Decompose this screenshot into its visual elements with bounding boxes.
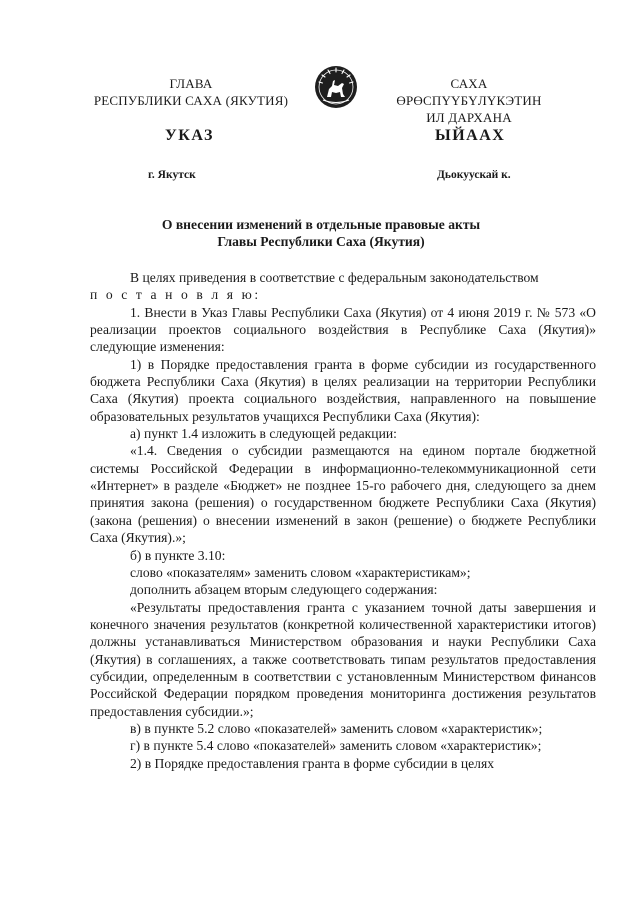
issuer-left-line1: ГЛАВА: [169, 76, 213, 91]
decree-word: п о с т а н о в л я ю:: [90, 287, 261, 303]
document-subject: [90, 216, 552, 250]
paragraph-quote-results: «Результаты предоставления гранта с указанием точной даты завершения и конечного значения результатов (конкретной количественной характеристики итогов) должны устанавливаться Министерством образования и науки Республики Саха (Якутия) в соглашениях, а также соответствовать типам результатов предоставления субсидии, определенным в соответствии с установленным Министерством финансов Российской Федерации порядком проведения мониторинга достижения результатов предоставления субсидии.»;: [90, 599, 596, 719]
issuer-left: [86, 75, 296, 109]
document-type-sah: ЫЙААХ: [435, 127, 506, 144]
paragraph-b: б) в пункте 3.10:: [130, 547, 226, 563]
paragraph-1-2: 2) в Порядке предоставления гранта в форме субсидии в целях: [130, 755, 495, 771]
paragraph-v: в) в пункте 5.2 слово «показателей» заменить словом «характеристик»;: [130, 720, 543, 736]
paragraph-b-1: слово «показателям» заменить словом «характеристикам»;: [130, 564, 471, 580]
paragraph-g: г) в пункте 5.4 слово «показателей» заменить словом «характеристик»;: [130, 738, 542, 754]
coat-of-arms-icon: [313, 64, 359, 110]
issuer-left-line2: РЕСПУБЛИКИ САХА (ЯКУТИЯ): [93, 93, 289, 108]
subject-line2: Главы Республики Саха (Якутия): [217, 234, 425, 249]
paragraph-1-1: 1) в Порядке предоставления гранта в форме субсидии из государственного бюджета Республики Саха (Якутия) в целях реализации на территории Республики Саха (Якутия) проекта социального воздействия, направленного на повышение образовательных результатов учащихся Республики Саха (Якутия):: [90, 356, 596, 424]
paragraph-quote-1-4: «1.4. Сведения о субсидии размещаются на едином портале бюджетной системы Российской Федерации в информационно-телекоммуникационной сети «Интернет» в разделе «Бюджет» не позднее 15-го рабочего дня, следующего за днем принятия закона (решения) о государственном бюджете Республики Саха (Якутия) (закона (решения) о внесении изменений в закон (решение) о бюджете Республики Саха (Якутия).»;: [90, 443, 596, 546]
paragraph-b-2: дополнить абзацем вторым следующего содержания:: [130, 582, 438, 598]
paragraph-1: 1. Внести в Указ Главы Республики Саха (Якутия) от 4 июня 2019 г. № 573 «О реализации проектов социального воздействия в Республике Саха (Якутия)» следующие изменения:: [90, 304, 596, 355]
subject-line1: О внесении изменений в отдельные правовые акты: [161, 217, 481, 232]
issuer-right-line2: ИЛ ДАРХАНА: [426, 110, 512, 125]
document-body: [90, 269, 596, 772]
issuer-right-line1: САХА ӨРӨСПҮҮБҮЛҮКЭТИН: [396, 76, 542, 108]
paragraph-a: а) пункт 1.4 изложить в следующей редакции:: [130, 426, 397, 442]
issuer-right: [384, 75, 554, 126]
preamble: В целях приведения в соответствие с федеральным законодательством: [130, 270, 539, 285]
place-ru: г. Якутск: [148, 169, 196, 181]
place-sah: Дьокуускай к.: [437, 169, 511, 181]
document-type-ru: УКАЗ: [165, 127, 214, 144]
